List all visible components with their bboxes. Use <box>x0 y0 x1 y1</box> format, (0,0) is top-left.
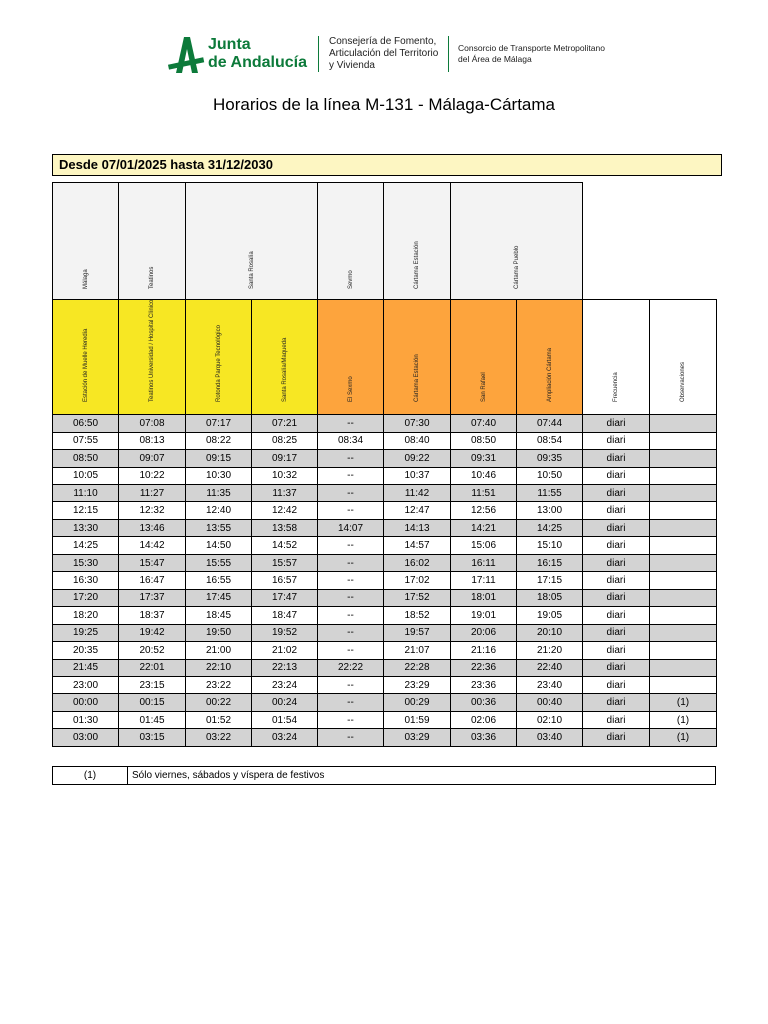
table-cell: 14:42 <box>119 537 186 554</box>
table-cell: diari <box>583 467 650 484</box>
table-cell: 15:30 <box>53 554 119 571</box>
table-cell: 15:47 <box>119 554 186 571</box>
table-cell: 15:57 <box>252 554 318 571</box>
table-cell: -- <box>318 694 384 711</box>
table-cell: diari <box>583 711 650 728</box>
table-cell: -- <box>318 450 384 467</box>
table-cell: (1) <box>650 711 717 728</box>
table-cell: 00:00 <box>53 694 119 711</box>
table-cell: 21:45 <box>53 659 119 676</box>
table-cell <box>650 485 717 502</box>
table-cell: 11:35 <box>186 485 252 502</box>
table-cell: -- <box>318 729 384 747</box>
table-cell: 17:20 <box>53 589 119 606</box>
table-cell: diari <box>583 694 650 711</box>
stop-header: Ampliación Cártama <box>517 300 583 415</box>
table-row <box>53 642 717 659</box>
table-cell: -- <box>318 415 384 432</box>
table-row <box>53 729 717 747</box>
table-row <box>53 502 717 519</box>
table-cell: 13:30 <box>53 519 119 536</box>
table-cell: 23:36 <box>451 677 517 694</box>
table-cell <box>650 659 717 676</box>
table-cell: 20:06 <box>451 624 517 641</box>
table-cell: 15:55 <box>186 554 252 571</box>
table-cell: 16:15 <box>517 554 583 571</box>
table-cell: 16:30 <box>53 572 119 589</box>
table-cell: 00:40 <box>517 694 583 711</box>
table-cell: 08:25 <box>252 432 318 449</box>
table-cell: 01:52 <box>186 711 252 728</box>
table-row <box>53 694 717 711</box>
table-cell: 01:59 <box>384 711 451 728</box>
table-cell: 03:00 <box>53 729 119 747</box>
table-cell: 18:52 <box>384 607 451 624</box>
table-cell: 09:22 <box>384 450 451 467</box>
stop-header-row <box>53 300 717 415</box>
header-divider <box>448 36 449 72</box>
table-cell: 01:30 <box>53 711 119 728</box>
table-cell: 00:15 <box>119 694 186 711</box>
table-cell: -- <box>318 467 384 484</box>
table-cell: 09:17 <box>252 450 318 467</box>
table-cell: 16:47 <box>119 572 186 589</box>
table-cell: 15:10 <box>517 537 583 554</box>
table-row <box>53 677 717 694</box>
table-cell: diari <box>583 659 650 676</box>
table-cell: 16:02 <box>384 554 451 571</box>
table-cell: diari <box>583 519 650 536</box>
table-cell <box>650 415 717 432</box>
table-cell: 13:55 <box>186 519 252 536</box>
table-cell: diari <box>583 572 650 589</box>
table-cell: 19:25 <box>53 624 119 641</box>
table-cell: 03:22 <box>186 729 252 747</box>
zone-header: Cártama Pueblo <box>451 183 583 300</box>
table-cell: 19:52 <box>252 624 318 641</box>
table-cell: -- <box>318 572 384 589</box>
table-cell <box>650 607 717 624</box>
table-cell: 02:10 <box>517 711 583 728</box>
table-cell: 17:02 <box>384 572 451 589</box>
notes-table <box>52 766 716 785</box>
stop-header: Teatinos Universidad / Hospital Clínico <box>119 300 186 415</box>
table-cell: 17:15 <box>517 572 583 589</box>
table-cell: 02:06 <box>451 711 517 728</box>
frequency-header: Frecuencia <box>583 300 650 415</box>
table-cell: diari <box>583 554 650 571</box>
table-cell: 10:22 <box>119 467 186 484</box>
table-cell: 18:37 <box>119 607 186 624</box>
table-cell: 23:40 <box>517 677 583 694</box>
table-cell: 19:42 <box>119 624 186 641</box>
table-cell <box>650 642 717 659</box>
table-row <box>53 589 717 606</box>
table-row <box>53 554 717 571</box>
table-row <box>53 450 717 467</box>
table-cell: -- <box>318 537 384 554</box>
table-cell: 20:10 <box>517 624 583 641</box>
table-cell <box>650 467 717 484</box>
zone-header: Teatinos <box>119 183 186 300</box>
table-cell: 00:24 <box>252 694 318 711</box>
table-cell: 03:24 <box>252 729 318 747</box>
table-cell: 18:01 <box>451 589 517 606</box>
table-cell: 14:07 <box>318 519 384 536</box>
table-cell: diari <box>583 589 650 606</box>
stop-header: Rotonda Parque Tecnológico <box>186 300 252 415</box>
table-cell: 10:30 <box>186 467 252 484</box>
note-row <box>53 767 716 785</box>
table-cell: 22:22 <box>318 659 384 676</box>
stop-header: El Sexmo <box>318 300 384 415</box>
zone-header: Santa Rosalía <box>186 183 318 300</box>
table-cell: 12:47 <box>384 502 451 519</box>
junta-line-1: Junta <box>208 36 251 53</box>
table-cell: 12:32 <box>119 502 186 519</box>
table-cell: 22:01 <box>119 659 186 676</box>
zone-header-blank <box>583 183 717 300</box>
table-cell: 10:32 <box>252 467 318 484</box>
table-row <box>53 415 717 432</box>
table-row <box>53 537 717 554</box>
consejeria-text: Consejería de Fomento, Articulación del Territorio y Vivienda <box>329 36 439 71</box>
table-cell: diari <box>583 607 650 624</box>
table-cell: 23:29 <box>384 677 451 694</box>
table-cell: diari <box>583 729 650 747</box>
table-cell: -- <box>318 711 384 728</box>
table-cell: diari <box>583 624 650 641</box>
table-cell <box>650 554 717 571</box>
table-cell <box>650 450 717 467</box>
table-cell <box>650 677 717 694</box>
table-cell: 00:36 <box>451 694 517 711</box>
table-cell: -- <box>318 624 384 641</box>
table-cell: 12:40 <box>186 502 252 519</box>
table-cell: 10:46 <box>451 467 517 484</box>
table-cell: 07:44 <box>517 415 583 432</box>
stop-header: Estación de Muelle Heredia <box>53 300 119 415</box>
table-cell: -- <box>318 502 384 519</box>
table-cell: 07:40 <box>451 415 517 432</box>
table-cell: diari <box>583 415 650 432</box>
table-cell: 18:05 <box>517 589 583 606</box>
table-cell: 17:11 <box>451 572 517 589</box>
table-cell: 14:21 <box>451 519 517 536</box>
table-cell: 06:50 <box>53 415 119 432</box>
table-cell: diari <box>583 677 650 694</box>
table-cell <box>650 502 717 519</box>
junta-andalucia-logo-icon <box>166 35 206 75</box>
table-cell: 10:37 <box>384 467 451 484</box>
table-cell: 16:11 <box>451 554 517 571</box>
page-title: Horarios de la línea M-131 - Málaga-Cártama <box>212 95 556 114</box>
table-cell: 14:50 <box>186 537 252 554</box>
table-cell: 11:42 <box>384 485 451 502</box>
table-cell: 07:17 <box>186 415 252 432</box>
table-cell: diari <box>583 502 650 519</box>
table-cell: -- <box>318 607 384 624</box>
table-cell: 20:52 <box>119 642 186 659</box>
table-cell: 09:35 <box>517 450 583 467</box>
table-cell: diari <box>583 432 650 449</box>
table-cell: 18:20 <box>53 607 119 624</box>
table-cell: 09:07 <box>119 450 186 467</box>
header-divider <box>318 36 319 72</box>
table-row <box>53 519 717 536</box>
table-cell <box>650 589 717 606</box>
zone-header: Cártama Estación <box>384 183 451 300</box>
table-cell: 21:02 <box>252 642 318 659</box>
table-cell: diari <box>583 450 650 467</box>
table-cell: 07:08 <box>119 415 186 432</box>
table-cell: 21:16 <box>451 642 517 659</box>
table-cell: 13:58 <box>252 519 318 536</box>
table-cell: 22:28 <box>384 659 451 676</box>
table-cell: diari <box>583 485 650 502</box>
table-cell: 19:05 <box>517 607 583 624</box>
table-cell: 19:01 <box>451 607 517 624</box>
junta-line-2: de Andalucía <box>208 54 307 71</box>
table-cell: 18:47 <box>252 607 318 624</box>
table-cell: 03:40 <box>517 729 583 747</box>
table-cell: 09:31 <box>451 450 517 467</box>
table-cell: -- <box>318 485 384 502</box>
stop-header: Santa Rosalía/Maqueda <box>252 300 318 415</box>
table-cell: diari <box>583 537 650 554</box>
table-cell <box>650 519 717 536</box>
table-cell: 23:22 <box>186 677 252 694</box>
table-row <box>53 467 717 484</box>
table-cell: 16:55 <box>186 572 252 589</box>
table-cell <box>650 537 717 554</box>
table-row <box>53 432 717 449</box>
table-cell: 14:25 <box>53 537 119 554</box>
table-cell: 07:30 <box>384 415 451 432</box>
table-cell: (1) <box>650 729 717 747</box>
table-row <box>53 485 717 502</box>
table-cell: -- <box>318 677 384 694</box>
table-cell: 07:55 <box>53 432 119 449</box>
note-text: Sólo viernes, sábados y víspera de festivos <box>128 767 716 785</box>
table-cell: 08:40 <box>384 432 451 449</box>
table-cell: 11:55 <box>517 485 583 502</box>
table-cell: 15:06 <box>451 537 517 554</box>
validity-period: Desde 07/01/2025 hasta 31/12/2030 <box>52 154 722 176</box>
zone-header: Málaga <box>53 183 119 300</box>
table-cell: 19:50 <box>186 624 252 641</box>
note-key: (1) <box>53 767 128 785</box>
table-cell: 03:15 <box>119 729 186 747</box>
table-cell: 13:00 <box>517 502 583 519</box>
table-cell: 08:50 <box>53 450 119 467</box>
zone-header-row <box>53 183 717 300</box>
table-cell: 21:00 <box>186 642 252 659</box>
table-cell: 22:10 <box>186 659 252 676</box>
table-cell: 17:52 <box>384 589 451 606</box>
table-row <box>53 659 717 676</box>
table-cell: 23:15 <box>119 677 186 694</box>
zone-header: Sevmo <box>318 183 384 300</box>
page-header <box>0 0 768 90</box>
stop-header: San Rafael <box>451 300 517 415</box>
table-cell: 07:21 <box>252 415 318 432</box>
table-cell: 08:22 <box>186 432 252 449</box>
table-row <box>53 572 717 589</box>
consorcio-text: Consorcio de Transporte Metropolitano del Área de Málaga <box>458 43 605 64</box>
observations-header: Observaciones <box>650 300 717 415</box>
table-cell: 01:45 <box>119 711 186 728</box>
table-cell: 11:27 <box>119 485 186 502</box>
table-cell: -- <box>318 554 384 571</box>
table-cell: 19:57 <box>384 624 451 641</box>
timetable <box>52 182 717 747</box>
table-cell <box>650 572 717 589</box>
table-cell: 10:50 <box>517 467 583 484</box>
table-cell: diari <box>583 642 650 659</box>
table-cell: 08:54 <box>517 432 583 449</box>
table-cell: 11:10 <box>53 485 119 502</box>
table-cell: 22:13 <box>252 659 318 676</box>
table-cell: 03:36 <box>451 729 517 747</box>
table-cell: 22:36 <box>451 659 517 676</box>
junta-andalucia-name <box>208 36 307 72</box>
table-row <box>53 624 717 641</box>
table-cell: 08:50 <box>451 432 517 449</box>
table-cell: 14:25 <box>517 519 583 536</box>
table-cell: -- <box>318 589 384 606</box>
table-cell: 01:54 <box>252 711 318 728</box>
table-cell: 14:13 <box>384 519 451 536</box>
table-cell: 23:00 <box>53 677 119 694</box>
table-cell: 03:29 <box>384 729 451 747</box>
table-cell: 00:22 <box>186 694 252 711</box>
table-cell: 22:40 <box>517 659 583 676</box>
table-cell: -- <box>318 642 384 659</box>
table-cell: 12:56 <box>451 502 517 519</box>
table-cell: 08:13 <box>119 432 186 449</box>
table-cell: 16:57 <box>252 572 318 589</box>
table-cell <box>650 432 717 449</box>
table-cell: 14:52 <box>252 537 318 554</box>
table-cell: 18:45 <box>186 607 252 624</box>
table-cell: 17:47 <box>252 589 318 606</box>
table-cell: 17:37 <box>119 589 186 606</box>
table-cell: (1) <box>650 694 717 711</box>
table-cell: 21:20 <box>517 642 583 659</box>
table-cell: 12:15 <box>53 502 119 519</box>
table-cell: 12:42 <box>252 502 318 519</box>
table-cell: 14:57 <box>384 537 451 554</box>
table-cell: 21:07 <box>384 642 451 659</box>
table-cell: 20:35 <box>53 642 119 659</box>
table-cell: 23:24 <box>252 677 318 694</box>
table-cell: 08:34 <box>318 432 384 449</box>
table-cell: 17:45 <box>186 589 252 606</box>
timetable-body <box>53 415 717 747</box>
stop-header: Cártama Estación <box>384 300 451 415</box>
table-cell: 13:46 <box>119 519 186 536</box>
table-cell: 00:29 <box>384 694 451 711</box>
table-cell: 11:37 <box>252 485 318 502</box>
table-cell <box>650 624 717 641</box>
table-cell: 09:15 <box>186 450 252 467</box>
table-row <box>53 711 717 728</box>
table-cell: 10:05 <box>53 467 119 484</box>
table-cell: 11:51 <box>451 485 517 502</box>
table-row <box>53 607 717 624</box>
